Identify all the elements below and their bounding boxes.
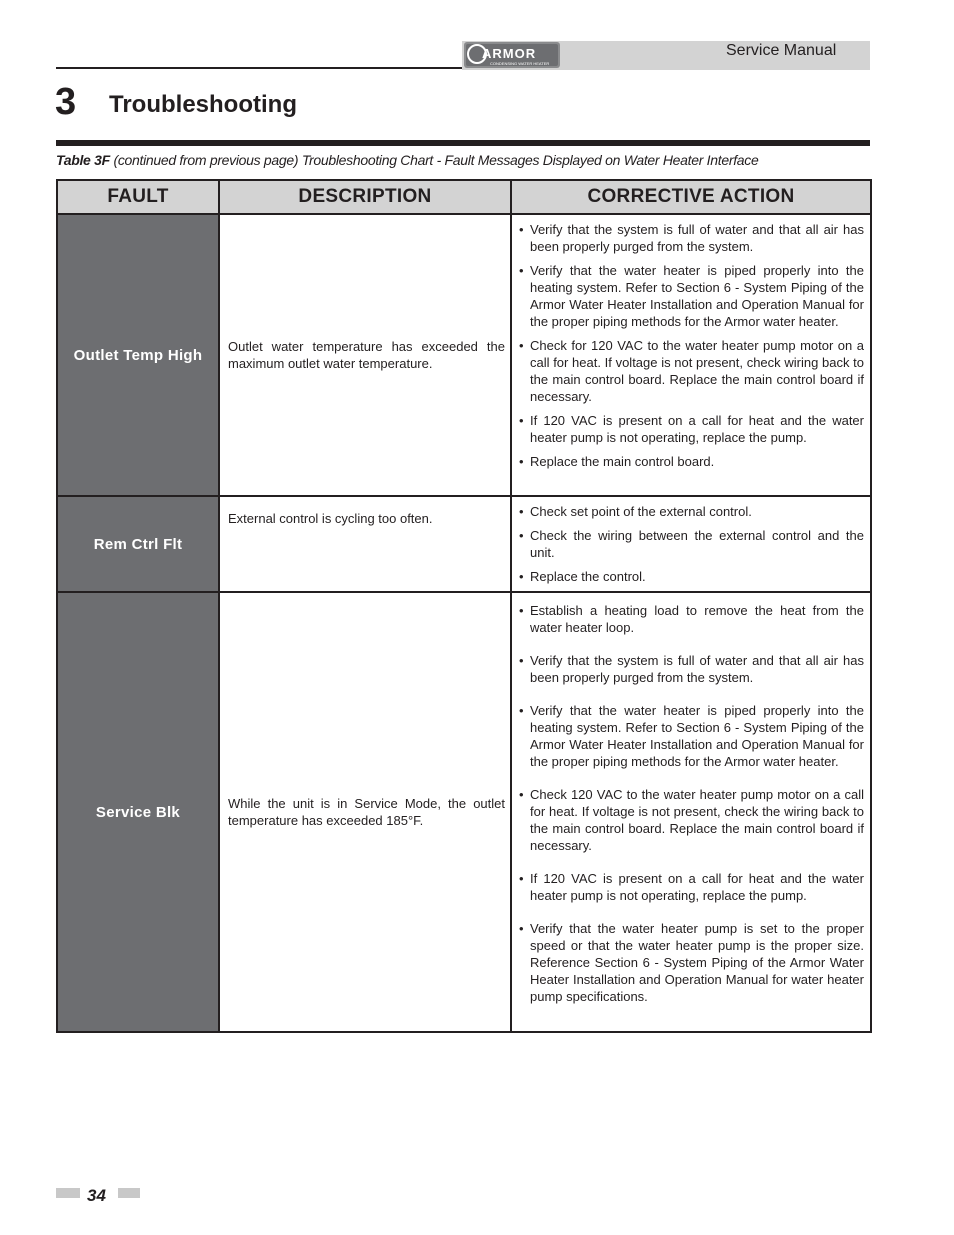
table-header-row: [57, 180, 871, 214]
action-item: • If 120 VAC is present on a call for heat and the water heater pump is not operating, replace the pump.: [519, 870, 864, 904]
action-item: • Verify that the system is full of water and that all air has been properly purged from the system.: [519, 221, 864, 255]
header-description: DESCRIPTION: [219, 180, 511, 214]
action-item: • Verify that the water heater is piped properly into the heating system. Refer to Section 6 - System Piping of the Armor Water Heater Installation and Operation Manual for the proper piping methods for the Armor water heater.: [519, 262, 864, 330]
table-row: [57, 592, 871, 1032]
page-number: 34: [87, 1186, 106, 1205]
header-fault: FAULT: [57, 180, 219, 214]
footer-bar-right: [118, 1188, 140, 1198]
action-cell: [511, 214, 871, 496]
action-item: • Replace the control.: [519, 568, 864, 585]
logo-tagline: CONDENSING WATER HEATER: [490, 61, 550, 66]
action-cell: [511, 496, 871, 592]
manual-label: Service Manual: [726, 42, 837, 59]
action-item: • Verify that the water heater pump is set to the proper speed or that the water heater pump is the proper size. Reference Section 6 - System Piping of the Armor Water Heater Installation and Operation Manual for water heater pump specifications.: [519, 920, 864, 1005]
fault-cell: Rem Ctrl Flt: [57, 496, 219, 592]
action-list: [519, 602, 864, 1005]
section-number: 3: [55, 81, 77, 123]
action-item: • Replace the main control board.: [519, 453, 864, 470]
section-title: Troubleshooting: [109, 91, 297, 118]
caption-label: Table 3F: [56, 152, 110, 168]
action-list: [519, 221, 864, 470]
table-row: [57, 214, 871, 496]
action-item: • Establish a heating load to remove the heat from the water heater loop.: [519, 602, 864, 636]
action-item: • Check the wiring between the external control and the unit.: [519, 527, 864, 561]
fault-cell: Service Blk: [57, 592, 219, 1032]
action-item: • Verify that the system is full of water and that all air has been properly purged from the system.: [519, 652, 864, 686]
header-corrective-action: CORRECTIVE ACTION: [511, 180, 871, 214]
action-item: • Verify that the water heater is piped properly into the heating system. Refer to Section 6 - System Piping of the Armor Water Heater Installation and Operation Manual for the proper piping methods for the Armor water heater.: [519, 702, 864, 770]
title-rule: [56, 140, 870, 146]
description-cell: Outlet water temperature has exceeded the maximum outlet water temperature.: [219, 214, 511, 496]
action-cell: [511, 592, 871, 1032]
table-row: [57, 496, 871, 592]
description-cell: External control is cycling too often.: [219, 496, 511, 592]
armor-logo: [464, 42, 560, 68]
table-caption: [56, 152, 758, 168]
logo-text: ARMOR: [482, 46, 537, 61]
fault-cell: Outlet Temp High: [57, 214, 219, 496]
header-rule: [56, 67, 462, 69]
description-cell: While the unit is in Service Mode, the outlet temperature has exceeded 185°F.: [219, 592, 511, 1032]
action-item: • Check 120 VAC to the water heater pump motor on a call for heat. If voltage is not present, check the wiring back to the main control board. Replace the main control board if necessary.: [519, 786, 864, 854]
action-item: • Check for 120 VAC to the water heater pump motor on a call for heat. If voltage is not present, check wiring back to the main control board. Replace the main control board if necessary.: [519, 337, 864, 405]
action-list: [519, 503, 864, 585]
troubleshooting-table: [56, 179, 872, 1033]
caption-text: (continued from previous page) Troubleshooting Chart - Fault Messages Displayed on Water Heater Interface: [113, 152, 759, 168]
action-item: • Check set point of the external control.: [519, 503, 864, 520]
footer-bar-left: [56, 1188, 80, 1198]
action-item: • If 120 VAC is present on a call for heat and the water heater pump is not operating, replace the pump.: [519, 412, 864, 446]
